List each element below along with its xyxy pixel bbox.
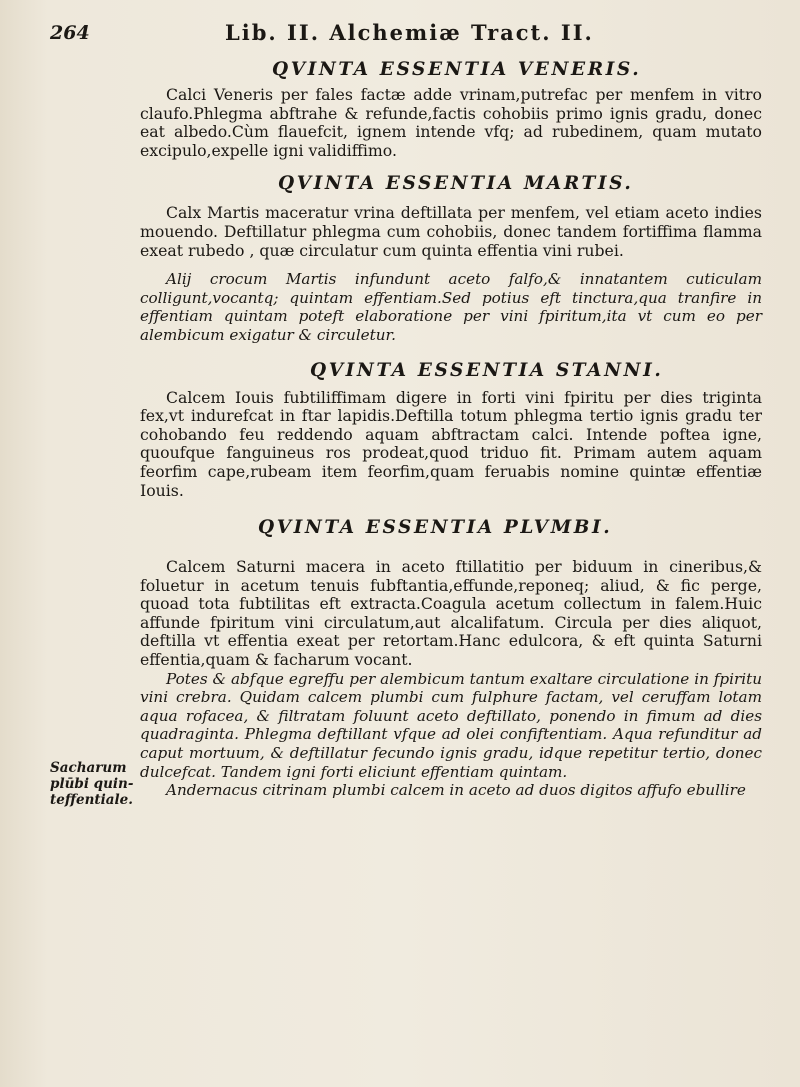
margin-note-line: plūbi quin- [50, 776, 134, 792]
paragraph-martis-note: Alij crocum Martis infundunt aceto falfo,& innatantem cuticulam colligunt,vocantq; quintam effentiam.Sed potius eft tinctura,qua tranfire in effentiam quintam poteft elaboratione per vini fpiritum,ita vt cum eo per alembicum exigatur & circuletur. [140, 270, 762, 344]
section-title-plumbi: QVINTA ESSENTIA PLVMBI. [258, 517, 613, 539]
paragraph-plumbi-andernacus: Andernacus citrinam plumbi calcem in aceto ad duos digitos affufo ebullire [166, 781, 746, 800]
section-title-martis: QVINTA ESSENTIA MARTIS. [278, 173, 634, 195]
paragraph-martis: Calx Martis maceratur vrina deftillata per menfem, vel etiam aceto indies mouendo. Deftillatur phlegma cum cohobiis, donec tandem fortiffima flamma exeat rubedo , quæ circulatur cum quinta effentia vini rubei. [140, 203, 762, 260]
main-text [140, 58, 762, 800]
paragraph-stanni: Calcem Iouis fubtiliffimam digere in forti vini fpiritu per dies triginta fex,vt indurefcat in ftar lapidis.Deftilla totum phlegma tertio ignis gradu ter cohobando feu reddendo aquam abftractam calci. Intende poftea igne, quoufque fanguineus ros prodeat,quod triduo fit. Primam autem aquam feorfim cape,rubeam item feorfim,quam feruabis nomine quintæ effentiæ Iouis. [140, 387, 762, 500]
page-header [0, 18, 800, 48]
section-title-stanni: QVINTA ESSENTIA STANNI. [310, 359, 664, 381]
running-head: Lib. II. Alchemiæ Tract. II. [225, 20, 594, 45]
margin-note-line: teffentiale. [50, 792, 133, 808]
paragraph-veneris: Calci Veneris per fales factæ adde vrinam,putrefac per menfem in vitro claufo.Phlegma abftrahe & refunde,factis cohobiis primo ignis gradu, donec eat albedo.Cùm flauefcit, ignem intende vfq; ad rubedinem, quam mutato excipulo,expelle igni validiffimo. [140, 85, 762, 160]
margin-note-line: Sacharum [50, 760, 127, 776]
margin-note [50, 760, 140, 808]
paragraph-plumbi: Calcem Saturni macera in aceto ftillatitio per biduum in cineribus,& foluetur in acetum tenuis fubftantia,effunde,reponeq; aliud, & fic perge, quoad tota fubtilitas eft extracta.Coagula acetum collectum in falem.Huic affunde fpiritum vini circulatum,aut alcalifatum. Circula per dies aliquot, deftilla vt effentia exeat per retortam.Hanc edulcora, & eft quinta Saturni effentia,quam & facharum vocant. [140, 557, 762, 670]
paragraph-plumbi-note: Potes & abfque egreffu per alembicum tantum exaltare circulatione in fpiritu vini crebra. Quidam calcem plumbi cum fulphure factam, vel ceruffam lotam aqua rofacea, & filtratam foluunt aceto deftillato, ponendo in fimum ad dies quadraginta. Phlegma deftillant vfque ad olei confiftentiam. Aqua refunditur ad caput mortuum, & deftillatur fecundo ignis gradu, idque repetitur tertio, donec dulcefcat. Tandem igni forti eliciunt effentiam quintam. [140, 669, 762, 781]
section-title-veneris: QVINTA ESSENTIA VENERIS. [272, 59, 642, 80]
page-number: 264 [50, 22, 90, 44]
